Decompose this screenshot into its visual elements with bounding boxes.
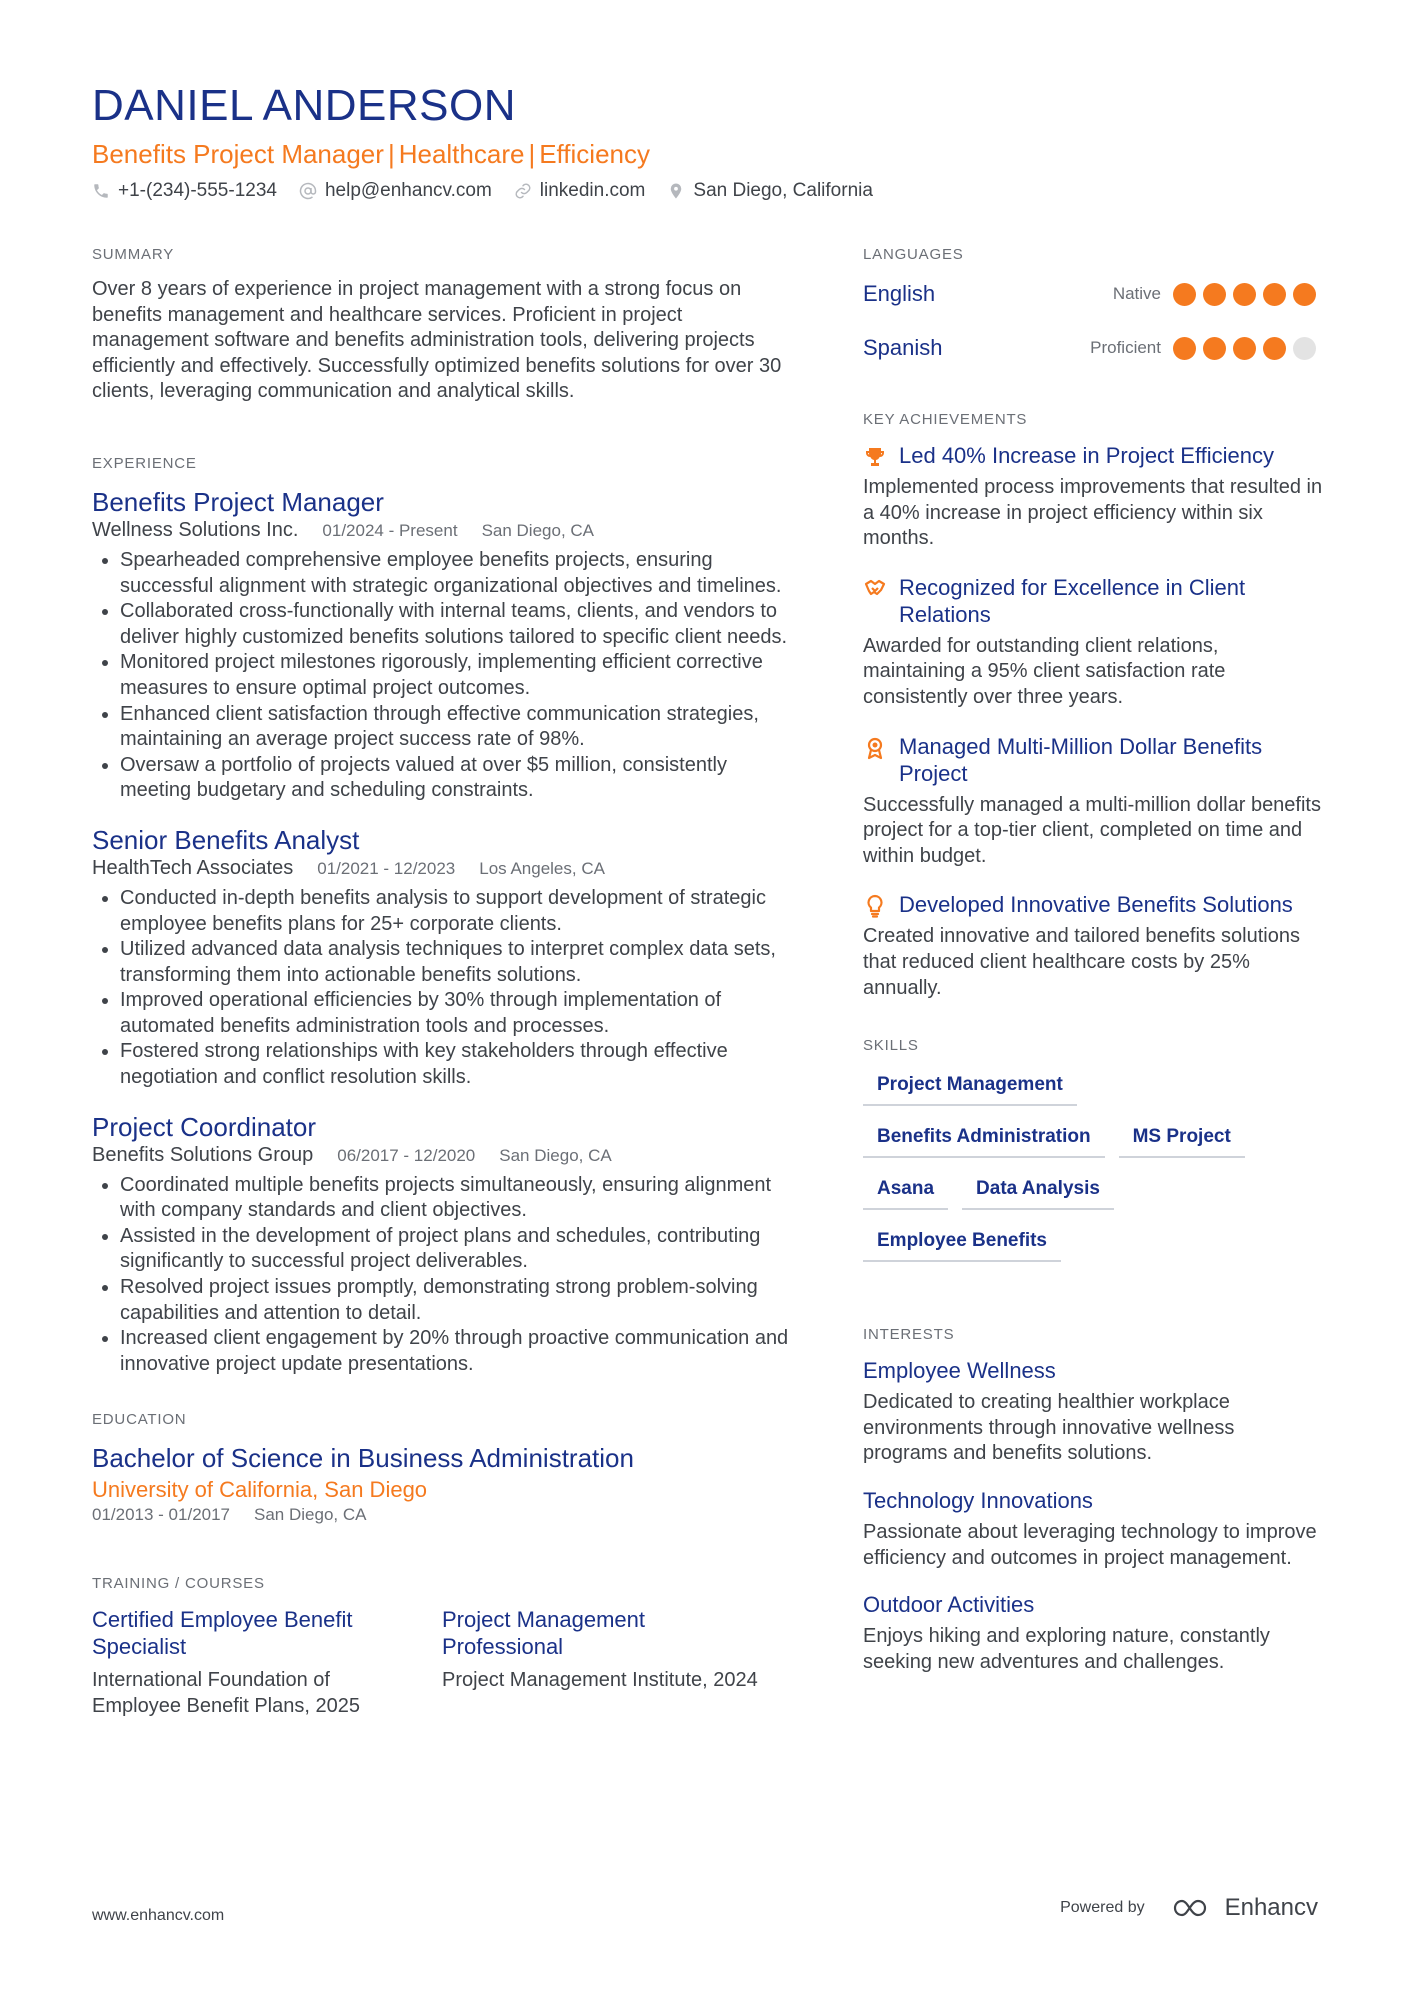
achievement-title: Developed Innovative Benefits Solutions: [899, 892, 1293, 918]
link-icon: [514, 182, 532, 200]
achievement-title: Managed Multi-Million Dollar Benefits Project: [899, 733, 1263, 786]
rating-dot-filled: [1263, 283, 1286, 306]
contact-phone[interactable]: [92, 180, 277, 202]
bullet-item: • Enhanced client satisfaction through effective communication strategies, maintaining an average project success rate of 98%.: [120, 702, 792, 753]
education-dates: 01/2013 - 01/2017: [92, 1505, 231, 1525]
rating-dot-filled: [1293, 283, 1316, 306]
skill-tag: Project Management: [863, 1068, 1077, 1106]
summary-section: [92, 246, 792, 405]
language-rating: [1173, 337, 1323, 360]
interest-title: Technology Innovations: [863, 1487, 1093, 1513]
job-bullets: [92, 886, 792, 1091]
handshake-icon: [863, 577, 887, 601]
left-column: [92, 246, 792, 1770]
at-icon: [299, 182, 317, 200]
achievements-section: [863, 411, 1323, 1001]
skills-row-break: [1128, 1172, 1328, 1224]
achievement-head: [863, 442, 1323, 469]
language-name: Spanish: [863, 335, 943, 360]
brand-name: Enhancv: [1224, 1894, 1318, 1921]
job-dates: 01/2024 - Present: [322, 520, 458, 540]
job-title: Senior Benefits Analyst: [92, 824, 360, 855]
skill-tag: Data Analysis: [962, 1172, 1114, 1210]
skill-tag: Asana: [863, 1172, 948, 1210]
location-pin-icon: [667, 182, 685, 200]
phone-text: +1-(234)-555-1234: [118, 180, 277, 201]
rating-dot-empty: [1293, 337, 1316, 360]
right-column: [863, 246, 1323, 1725]
role-part: Benefits Project Manager: [92, 139, 384, 169]
bullet-item: • Monitored project milestones rigorously, implementing efficient corrective measures to ensure optimal project outcomes.: [120, 650, 792, 701]
interest-title: Outdoor Activities: [863, 1592, 1035, 1618]
company-name: HealthTech Associates: [92, 856, 294, 879]
job-entry: [92, 486, 792, 804]
achievement-desc: Awarded for outstanding client relations, maintaining a 95% client satisfaction rate consistently over three years.: [863, 634, 1226, 708]
education-meta: [92, 1505, 792, 1525]
rating-dot-filled: [1233, 337, 1256, 360]
rating-dot-filled: [1173, 337, 1196, 360]
achievement-item: [863, 442, 1323, 552]
education-section: [92, 1411, 792, 1525]
contact-linkedin[interactable]: [514, 180, 646, 202]
award-ribbon-icon: [863, 736, 887, 760]
achievement-head: [863, 891, 1323, 918]
phone-icon: [92, 182, 110, 200]
role-part: Healthcare: [398, 139, 525, 169]
course-provider: International Foundation of Employee Benefit Plans, 2025: [92, 1669, 360, 1717]
achievement-title: Recognized for Excellence in Client Relations: [899, 574, 1246, 627]
achievement-title: Led 40% Increase in Project Efficiency: [899, 443, 1275, 468]
rating-dot-filled: [1203, 337, 1226, 360]
education-degree: Bachelor of Science in Business Administration: [92, 1443, 634, 1474]
skill-tag: Benefits Administration: [863, 1120, 1105, 1158]
bullet-item: • Oversaw a portfolio of projects valued at over $5 million, consistently meeting budgetary and scheduling constraints.: [120, 753, 792, 804]
company-name: Benefits Solutions Group: [92, 1143, 314, 1166]
course-provider: Project Management Institute, 2024: [442, 1669, 758, 1692]
skill-tag: MS Project: [1119, 1120, 1245, 1158]
job-location: San Diego, CA: [499, 1145, 612, 1165]
enhancv-logo-icon: [1171, 1896, 1215, 1920]
job-meta: [92, 857, 792, 880]
lightbulb-icon: [863, 894, 887, 918]
section-title: TRAINING / COURSES: [92, 1575, 265, 1593]
course-list: [92, 1606, 792, 1719]
course-title: Project Management Professional: [442, 1607, 645, 1660]
interests-section: [863, 1326, 1323, 1675]
job-location: Los Angeles, CA: [479, 858, 605, 878]
bullet-item: • Coordinated multiple benefits projects simultaneously, ensuring alignment with company standards and client objectives.: [120, 1173, 792, 1224]
job-bullets: [92, 548, 792, 804]
footer-branding: [1060, 1894, 1318, 1922]
rating-dot-filled: [1173, 283, 1196, 306]
achievement-desc: Implemented process improvements that resulted in a 40% increase in project efficiency within six months.: [863, 476, 1323, 550]
candidate-name: DANIEL ANDERSON: [92, 81, 516, 130]
bullet-item: • Conducted in-depth benefits analysis to support development of strategic employee benefits plans for 25+ corporate clients.: [120, 886, 792, 937]
trophy-icon: [863, 445, 887, 469]
section-title: SKILLS: [863, 1037, 919, 1055]
interest-desc: Dedicated to creating healthier workplace environments through innovative wellness programs and benefits solutions.: [863, 1391, 1235, 1465]
footer-website[interactable]: www.enhancv.com: [92, 1907, 225, 1924]
bullet-item: • Assisted in the development of project plans and schedules, contributing significantly to successful project deliverables.: [120, 1224, 792, 1275]
interest-desc: Passionate about leveraging technology to improve efficiency and outcomes in project management.: [863, 1520, 1317, 1569]
job-dates: 01/2021 - 12/2023: [317, 858, 456, 878]
training-section: [92, 1575, 792, 1719]
course-title: Certified Employee Benefit Specialist: [92, 1607, 353, 1660]
email-text: help@enhancv.com: [324, 180, 492, 201]
language-level: Proficient: [1090, 338, 1161, 357]
achievement-head: [863, 733, 1323, 787]
section-title: EDUCATION: [92, 1411, 187, 1429]
interest-item: [863, 1357, 1323, 1467]
bullet-item: • Utilized advanced data analysis techniques to interpret complex data sets, transforming them into actionable benefits solutions.: [120, 937, 792, 988]
powered-by-text: Powered by: [1060, 1899, 1145, 1916]
job-title: Benefits Project Manager: [92, 486, 384, 517]
achievement-item: [863, 574, 1323, 711]
candidate-role: [92, 138, 1322, 170]
location-text: San Diego, California: [693, 180, 873, 201]
experience-section: [92, 455, 792, 1377]
language-name: English: [863, 281, 936, 306]
role-separator: |: [528, 139, 536, 169]
role-separator: |: [387, 139, 395, 169]
achievement-desc: Created innovative and tailored benefits solutions that reduced client healthcare costs by 25% annually.: [863, 925, 1300, 999]
job-entry: [92, 824, 792, 1091]
course-item: [442, 1606, 768, 1719]
education-school: University of California, San Diego: [92, 1477, 428, 1503]
course-item: [92, 1606, 418, 1719]
interest-item: [863, 1487, 1323, 1571]
job-meta: [92, 1144, 792, 1167]
job-title: Project Coordinator: [92, 1111, 316, 1142]
bullet-item: • Increased client engagement by 20% through proactive communication and innovative project update presentations.: [120, 1326, 792, 1377]
section-title: LANGUAGES: [863, 246, 964, 263]
achievement-head: [863, 574, 1323, 628]
rating-dot-filled: [1263, 337, 1286, 360]
skills-list: [863, 1068, 1333, 1276]
resume-header: [92, 80, 1322, 202]
contact-info: [92, 180, 1322, 202]
interest-desc: Enjoys hiking and exploring nature, constantly seeking new adventures and challenges.: [863, 1625, 1270, 1673]
section-title: EXPERIENCE: [92, 454, 197, 472]
languages-section: [863, 246, 1323, 375]
bullet-item: • Resolved project issues promptly, demonstrating strong problem-solving capabilities and attention to detail.: [120, 1275, 792, 1326]
bullet-item: • Spearheaded comprehensive employee benefits projects, ensuring successful alignment with strategic organizational objectives and timelines.: [120, 548, 792, 599]
achievement-item: [863, 891, 1323, 1001]
language-rating: [1173, 283, 1323, 306]
job-entry: [92, 1111, 792, 1378]
language-item: [863, 321, 1323, 375]
contact-email[interactable]: [299, 180, 492, 202]
language-level: Native: [1112, 284, 1161, 303]
education-location: San Diego, CA: [254, 1505, 367, 1525]
achievement-desc: Successfully managed a multi-million dollar benefits project for a top-tier client, completed on time and within budget.: [863, 793, 1321, 867]
bullet-item: • Fostered strong relationships with key stakeholders through effective negotiation and conflict resolution skills.: [120, 1039, 792, 1090]
section-title: KEY ACHIEVEMENTS: [863, 411, 1028, 428]
achievement-item: [863, 733, 1323, 870]
role-part: Efficiency: [539, 139, 650, 169]
section-title: INTERESTS: [863, 1326, 955, 1344]
contact-location: [667, 180, 873, 202]
rating-dot-filled: [1203, 283, 1226, 306]
job-dates: 06/2017 - 12/2020: [337, 1145, 476, 1165]
job-meta: [92, 519, 792, 542]
skills-row-break: [1091, 1068, 1291, 1120]
interest-item: [863, 1591, 1323, 1675]
summary-text: Over 8 years of experience in project management with a strong focus on benefits management and healthcare services. Proficient in project management software and benefits administration tools, delivering projects efficiently and effectively. Successfully optimized benefits solutions for over 30 clients, leveraging communication and analytical skills.: [92, 278, 782, 403]
rating-dot-filled: [1233, 283, 1256, 306]
language-item: [863, 267, 1323, 321]
skills-section: [863, 1037, 1323, 1276]
interest-title: Employee Wellness: [863, 1358, 1056, 1384]
bullet-item: • Collaborated cross-functionally with internal teams, clients, and vendors to deliver highly customized benefits solutions tailored to specific client needs.: [120, 599, 792, 650]
company-name: Wellness Solutions Inc.: [92, 518, 299, 541]
linkedin-text: linkedin.com: [539, 180, 646, 201]
job-location: San Diego, CA: [481, 520, 595, 540]
job-bullets: [92, 1173, 792, 1378]
section-title: SUMMARY: [92, 246, 174, 263]
skill-tag: Employee Benefits: [863, 1224, 1061, 1262]
bullet-item: • Improved operational efficiencies by 30% through implementation of automated benefits administration tools and processes.: [120, 988, 792, 1039]
enhancv-logo[interactable]: [1171, 1894, 1318, 1922]
